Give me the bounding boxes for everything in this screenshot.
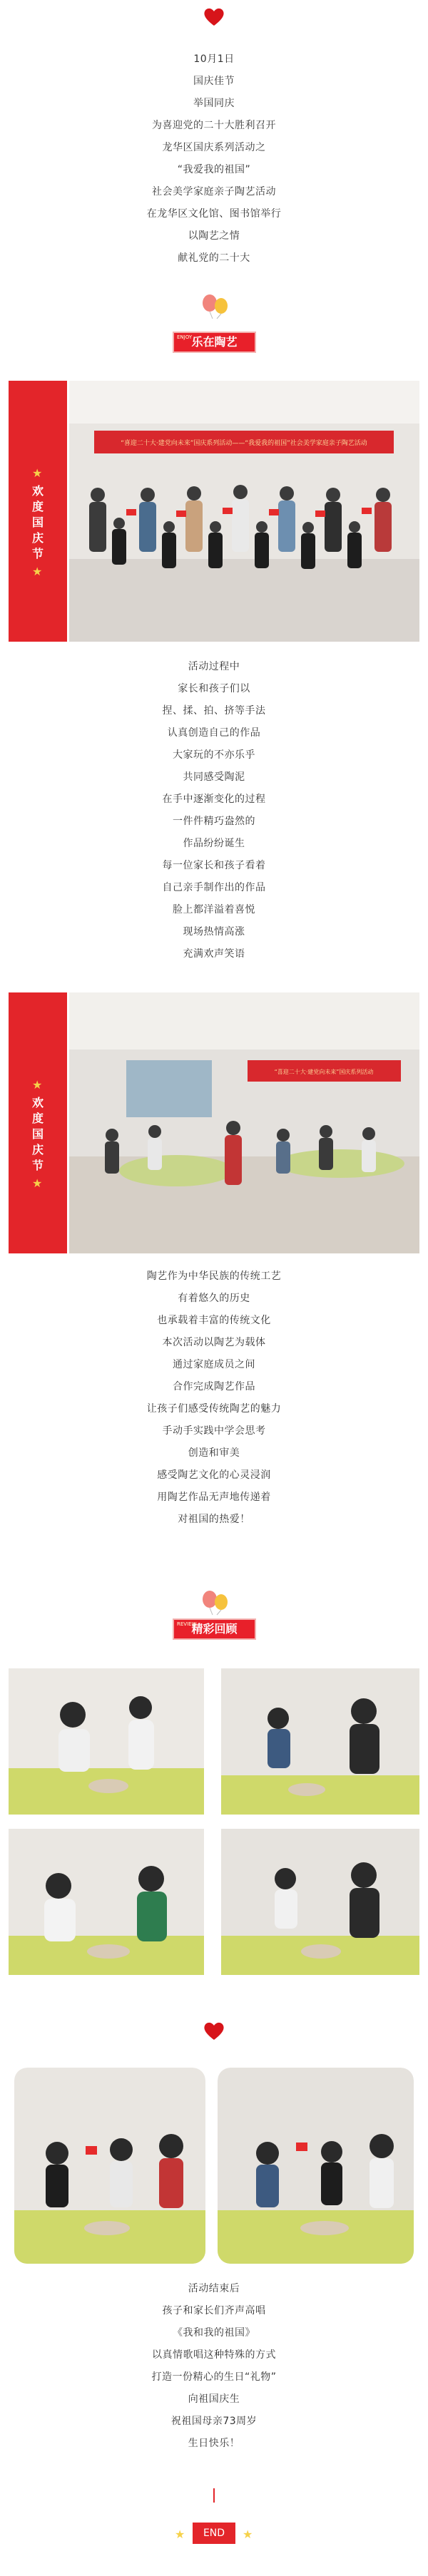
intro-line: 龙华区国庆系列活动之: [162, 142, 266, 153]
review-photo-4: [221, 1829, 419, 1975]
intro-line: 在龙华区文化馆、图书馆举行: [146, 208, 282, 220]
intro-text: [0, 48, 428, 270]
banner-slogan: “喜迎二十大·建党向未来”国庆系列活动: [274, 1069, 374, 1075]
middle-line: 每一位家长和孩子看着: [162, 860, 266, 871]
heart-icon: [203, 2021, 225, 2041]
star-icon: ★: [32, 565, 43, 578]
national-day-sidebar: [9, 992, 67, 1253]
sidebar-label: [29, 1095, 47, 1174]
intro-line: 社会美学家庭亲子陶艺活动: [152, 186, 276, 197]
middle-line: 作品纷纷诞生: [183, 838, 245, 849]
middle-line: 共同感受陶泥: [183, 771, 245, 783]
star-icon: ★: [175, 2528, 185, 2541]
section-banner-pottery: [173, 332, 256, 353]
third-line: 感受陶艺文化的心灵浸润: [157, 1469, 271, 1481]
intro-line: “我爱我的祖国”: [177, 164, 251, 175]
banner-small-text: ENJOY: [177, 334, 193, 340]
third-line: 有着悠久的历史: [178, 1293, 250, 1304]
star-icon: ★: [32, 1078, 43, 1092]
section-banner-review: [173, 1618, 256, 1640]
ending-line: 祝祖国母亲73周岁: [170, 2416, 258, 2427]
banner-label: 精彩回顾: [191, 1622, 238, 1636]
heart-icon: [203, 7, 225, 26]
third-line: 也承载着丰富的传统文化: [157, 1315, 271, 1326]
middle-line: 认真创造自己的作品: [167, 727, 261, 739]
ending-line: 活动结束后: [188, 2283, 240, 2294]
middle-line: 捏、揉、拍、挤等手法: [162, 705, 266, 717]
ending-line: 《我和我的祖国》: [173, 2327, 255, 2339]
star-icon: ★: [243, 2528, 253, 2541]
third-line: 创造和审美: [188, 1447, 240, 1459]
middle-text: [0, 656, 428, 965]
third-line: 手动手实践中学会思考: [162, 1425, 266, 1437]
review-photo-1: [9, 1668, 204, 1815]
intro-line: 献礼党的二十大: [178, 252, 250, 264]
third-line: 让孩子们感受传统陶艺的魅力: [146, 1403, 282, 1415]
middle-line: 活动过程中: [188, 661, 240, 672]
ending-photo-2: [218, 2068, 414, 2264]
banner-label: 乐在陶艺: [191, 335, 238, 349]
intro-line: 举国同庆: [193, 98, 235, 109]
intro-line: 国庆佳节: [193, 76, 235, 87]
banner-small-text: REVIEW: [177, 1621, 197, 1627]
decorative-line: [213, 2488, 215, 2503]
middle-line: 一件件精巧盎然的: [173, 816, 255, 827]
middle-line: 大家玩的不亦乐乎: [173, 749, 255, 761]
ending-line: 生日快乐！: [188, 2438, 240, 2449]
end-label: END: [203, 2528, 225, 2539]
ending-text: [0, 2278, 428, 2455]
group-photo: [69, 381, 419, 642]
classroom-photo: [69, 992, 419, 1253]
third-line: 本次活动以陶艺为载体: [162, 1337, 266, 1348]
third-line: 通过家庭成员之间: [173, 1359, 255, 1370]
sidebar-label-text: 欢度国庆节: [31, 484, 44, 560]
intro-line: 以陶艺之情: [188, 230, 240, 242]
third-line: 合作完成陶艺作品: [173, 1381, 255, 1392]
review-photo-3: [9, 1829, 204, 1975]
national-day-sidebar: [9, 381, 67, 642]
intro-line: 10月1日: [193, 53, 235, 65]
third-line: 用陶艺作品无声地传递着: [157, 1492, 271, 1503]
banner-slogan: “喜迎二十大·建党向未来”国庆系列活动——“我爱我的祖国”社会美学家庭亲子陶艺活动: [121, 440, 367, 447]
ending-line: 向祖国庆生: [188, 2393, 240, 2405]
star-icon: ★: [32, 466, 43, 480]
balloons-icon: [200, 294, 231, 319]
third-text: [0, 1266, 428, 1531]
intro-line: 为喜迎党的二十大胜利召开: [152, 120, 276, 131]
middle-line: 在手中逐渐变化的过程: [162, 794, 266, 805]
sidebar-label-text: 欢度国庆节: [31, 1096, 44, 1172]
ending-line: 以真情歌唱这种特殊的方式: [152, 2349, 276, 2361]
ending-line: 打造一份精心的生日“礼物”: [151, 2371, 277, 2383]
middle-line: 家长和孩子们以: [178, 683, 250, 694]
ending-line: 孩子和家长们齐声高唱: [162, 2305, 266, 2316]
middle-line: 现场热情高涨: [183, 926, 245, 938]
middle-line: 充满欢声笑语: [183, 948, 245, 960]
middle-line: 脸上都洋溢着喜悦: [173, 904, 255, 915]
star-icon: ★: [32, 1176, 43, 1190]
third-line: 陶艺作为中华民族的传统工艺: [146, 1271, 282, 1282]
balloons-icon: [200, 1590, 231, 1616]
third-line: 对祖国的热爱！: [178, 1514, 250, 1525]
sidebar-label: [29, 483, 47, 562]
ending-photo-1: [14, 2068, 205, 2264]
middle-line: 自己亲手制作出的作品: [162, 882, 266, 893]
end-badge: [193, 2523, 235, 2544]
review-photo-2: [221, 1668, 419, 1815]
